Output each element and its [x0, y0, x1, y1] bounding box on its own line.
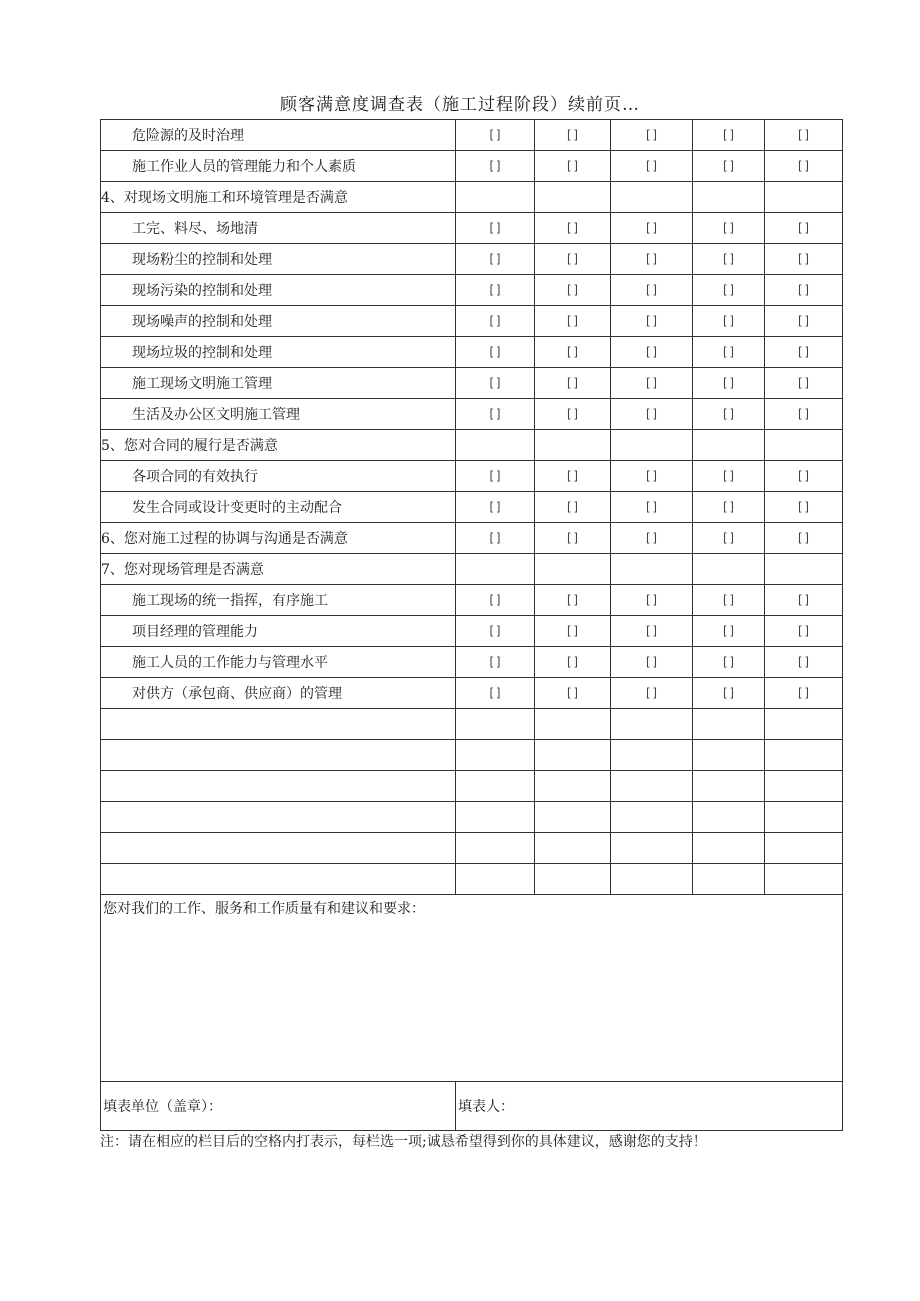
survey-row: [101, 523, 843, 554]
rating-cell: [611, 337, 693, 368]
rating-cell: [693, 585, 765, 616]
rating-checkbox[interactable]: []: [721, 252, 736, 266]
rating-cell: [693, 461, 765, 492]
rating-checkbox[interactable]: []: [487, 407, 503, 421]
empty-cell: [611, 864, 693, 895]
rating-checkbox[interactable]: []: [721, 624, 736, 638]
survey-row: [101, 430, 843, 461]
rating-cell: [765, 275, 843, 306]
rating-checkbox[interactable]: []: [644, 221, 659, 235]
rating-cell: [765, 306, 843, 337]
rating-checkbox[interactable]: []: [565, 593, 580, 607]
empty-cell: [535, 430, 611, 461]
rating-checkbox[interactable]: []: [796, 283, 811, 297]
empty-cell: [765, 864, 843, 895]
item-label: 现场噪声的控制和处理: [101, 306, 456, 337]
rating-checkbox[interactable]: []: [644, 593, 659, 607]
rating-cell: [693, 523, 765, 554]
empty-cell: [693, 709, 765, 740]
rating-cell: [693, 213, 765, 244]
item-label: 5、您对合同的履行是否满意: [101, 430, 456, 461]
rating-checkbox[interactable]: []: [644, 345, 659, 359]
rating-cell: [535, 120, 611, 151]
empty-cell: [765, 182, 843, 213]
rating-cell: [535, 306, 611, 337]
rating-cell: [765, 616, 843, 647]
footer-row: [101, 1082, 843, 1131]
item-label: 项目经理的管理能力: [101, 616, 456, 647]
survey-row: [101, 182, 843, 213]
rating-cell: [535, 647, 611, 678]
rating-checkbox[interactable]: []: [796, 624, 811, 638]
rating-checkbox[interactable]: []: [487, 686, 503, 700]
fill-unit-label: 填表单位（盖章）：: [103, 1099, 222, 1115]
item-label: [101, 864, 456, 895]
rating-checkbox[interactable]: []: [487, 221, 503, 235]
rating-checkbox[interactable]: []: [721, 128, 736, 142]
survey-row: [101, 616, 843, 647]
rating-checkbox[interactable]: []: [565, 500, 580, 514]
rating-cell: [611, 647, 693, 678]
rating-cell: [693, 306, 765, 337]
rating-checkbox[interactable]: []: [565, 469, 580, 483]
empty-cell: [693, 182, 765, 213]
rating-checkbox[interactable]: []: [644, 500, 659, 514]
rating-checkbox[interactable]: []: [565, 314, 580, 328]
rating-cell: [611, 306, 693, 337]
fill-unit-cell[interactable]: [101, 1082, 456, 1131]
rating-cell: [535, 399, 611, 430]
item-label: 工完、料尽、场地清: [101, 213, 456, 244]
survey-row: [101, 337, 843, 368]
survey-row: [101, 306, 843, 337]
empty-cell: [693, 740, 765, 771]
rating-cell: [765, 244, 843, 275]
rating-checkbox[interactable]: []: [565, 655, 580, 669]
rating-cell: [456, 337, 535, 368]
item-label: 对供方（承包商、供应商）的管理: [101, 678, 456, 709]
rating-checkbox[interactable]: []: [565, 252, 580, 266]
suggestion-cell[interactable]: [101, 895, 843, 1082]
rating-cell: [535, 616, 611, 647]
empty-cell: [456, 740, 535, 771]
empty-cell: [693, 771, 765, 802]
rating-checkbox[interactable]: []: [644, 686, 659, 700]
rating-checkbox[interactable]: []: [721, 376, 736, 390]
rating-checkbox[interactable]: []: [487, 469, 503, 483]
item-label: 施工作业人员的管理能力和个人素质: [101, 151, 456, 182]
rating-cell: [765, 151, 843, 182]
empty-cell: [611, 833, 693, 864]
empty-cell: [611, 182, 693, 213]
rating-checkbox[interactable]: []: [487, 314, 503, 328]
empty-cell: [611, 771, 693, 802]
page-title: 顾客满意度调查表（施工过程阶段）续前页…: [280, 95, 640, 115]
rating-checkbox[interactable]: []: [487, 376, 503, 390]
rating-cell: [535, 678, 611, 709]
empty-cell: [535, 740, 611, 771]
rating-checkbox[interactable]: []: [796, 252, 811, 266]
rating-cell: [765, 213, 843, 244]
rating-cell: [611, 492, 693, 523]
blank-row: [101, 864, 843, 895]
empty-cell: [765, 554, 843, 585]
rating-checkbox[interactable]: []: [565, 376, 580, 390]
rating-checkbox[interactable]: []: [796, 593, 811, 607]
rating-cell: [693, 368, 765, 399]
rating-checkbox[interactable]: []: [721, 686, 736, 700]
empty-cell: [456, 430, 535, 461]
rating-checkbox[interactable]: []: [796, 531, 811, 545]
rating-checkbox[interactable]: []: [644, 469, 659, 483]
blank-row: [101, 802, 843, 833]
item-label: [101, 802, 456, 833]
survey-row: [101, 585, 843, 616]
item-label: 施工现场文明施工管理: [101, 368, 456, 399]
survey-row: [101, 492, 843, 523]
rating-cell: [535, 275, 611, 306]
rating-cell: [535, 523, 611, 554]
rating-cell: [611, 275, 693, 306]
empty-cell: [611, 430, 693, 461]
rating-cell: [456, 678, 535, 709]
rating-cell: [765, 647, 843, 678]
blank-row: [101, 833, 843, 864]
rating-checkbox[interactable]: []: [644, 407, 659, 421]
survey-row: [101, 368, 843, 399]
rating-checkbox[interactable]: []: [565, 221, 580, 235]
rating-cell: [611, 213, 693, 244]
rating-checkbox[interactable]: []: [644, 252, 659, 266]
survey-row: [101, 678, 843, 709]
empty-cell: [456, 554, 535, 585]
rating-checkbox[interactable]: []: [644, 655, 659, 669]
footnote: 注：请在相应的栏目后的空格内打表示，每栏选一项;诚恳希望得到你的具体建议，感谢您的支持！: [100, 1134, 707, 1150]
empty-cell: [535, 182, 611, 213]
item-label: [101, 740, 456, 771]
rating-checkbox[interactable]: []: [565, 159, 580, 173]
rating-checkbox[interactable]: []: [487, 593, 503, 607]
rating-cell: [765, 368, 843, 399]
rating-cell: [611, 399, 693, 430]
rating-checkbox[interactable]: []: [487, 531, 503, 545]
rating-checkbox[interactable]: []: [721, 283, 736, 297]
rating-checkbox[interactable]: []: [565, 283, 580, 297]
rating-cell: [765, 399, 843, 430]
item-label: [101, 709, 456, 740]
empty-cell: [693, 833, 765, 864]
rating-cell: [765, 678, 843, 709]
rating-cell: [693, 244, 765, 275]
item-label: 现场污染的控制和处理: [101, 275, 456, 306]
empty-cell: [456, 182, 535, 213]
rating-checkbox[interactable]: []: [487, 252, 503, 266]
rating-cell: [456, 399, 535, 430]
rating-cell: [456, 523, 535, 554]
fill-person-cell[interactable]: [456, 1082, 843, 1131]
rating-checkbox[interactable]: []: [721, 531, 736, 545]
rating-checkbox[interactable]: []: [721, 314, 736, 328]
rating-cell: [693, 492, 765, 523]
rating-checkbox[interactable]: []: [721, 593, 736, 607]
blank-row: [101, 740, 843, 771]
rating-checkbox[interactable]: []: [565, 624, 580, 638]
rating-cell: [456, 306, 535, 337]
rating-cell: [765, 120, 843, 151]
rating-cell: [456, 151, 535, 182]
empty-cell: [456, 864, 535, 895]
rating-checkbox[interactable]: []: [644, 531, 659, 545]
empty-cell: [456, 802, 535, 833]
empty-cell: [456, 771, 535, 802]
rating-checkbox[interactable]: []: [721, 221, 736, 235]
rating-cell: [765, 585, 843, 616]
rating-checkbox[interactable]: []: [487, 500, 503, 514]
item-label: 现场粉尘的控制和处理: [101, 244, 456, 275]
empty-cell: [611, 740, 693, 771]
rating-cell: [535, 368, 611, 399]
suggestion-row: [101, 895, 843, 1082]
empty-cell: [535, 864, 611, 895]
item-label: 各项合同的有效执行: [101, 461, 456, 492]
item-label: 6、您对施工过程的协调与沟通是否满意: [101, 523, 456, 554]
rating-cell: [611, 585, 693, 616]
empty-cell: [611, 802, 693, 833]
rating-cell: [693, 616, 765, 647]
rating-cell: [693, 337, 765, 368]
blank-row: [101, 709, 843, 740]
item-label: 现场垃圾的控制和处理: [101, 337, 456, 368]
rating-cell: [535, 461, 611, 492]
survey-row: [101, 399, 843, 430]
survey-row: [101, 275, 843, 306]
rating-cell: [456, 244, 535, 275]
fill-person-label: 填表人：: [458, 1099, 514, 1115]
rating-cell: [535, 337, 611, 368]
rating-checkbox[interactable]: []: [487, 624, 503, 638]
rating-checkbox[interactable]: []: [796, 469, 811, 483]
rating-cell: [611, 151, 693, 182]
rating-cell: [693, 151, 765, 182]
rating-cell: [456, 647, 535, 678]
empty-cell: [535, 771, 611, 802]
rating-cell: [611, 523, 693, 554]
rating-checkbox[interactable]: []: [644, 159, 659, 173]
empty-cell: [535, 709, 611, 740]
rating-cell: [456, 492, 535, 523]
empty-cell: [765, 802, 843, 833]
rating-cell: [611, 368, 693, 399]
rating-checkbox[interactable]: []: [721, 159, 736, 173]
rating-checkbox[interactable]: []: [565, 686, 580, 700]
rating-checkbox[interactable]: []: [721, 469, 736, 483]
rating-cell: [611, 120, 693, 151]
item-label: [101, 771, 456, 802]
empty-cell: [765, 833, 843, 864]
rating-checkbox[interactable]: []: [796, 345, 811, 359]
survey-row: [101, 151, 843, 182]
rating-cell: [456, 368, 535, 399]
empty-cell: [765, 709, 843, 740]
item-label: 生活及办公区文明施工管理: [101, 399, 456, 430]
empty-cell: [456, 833, 535, 864]
survey-body: [101, 120, 843, 1131]
rating-checkbox[interactable]: []: [644, 624, 659, 638]
survey-table: [100, 119, 843, 1131]
survey-row: [101, 120, 843, 151]
rating-cell: [765, 492, 843, 523]
rating-checkbox[interactable]: []: [721, 655, 736, 669]
empty-cell: [765, 430, 843, 461]
item-label: 4、对现场文明施工和环境管理是否满意: [101, 182, 456, 213]
survey-row: [101, 461, 843, 492]
empty-cell: [693, 802, 765, 833]
item-label: 危险源的及时治理: [101, 120, 456, 151]
survey-row: [101, 244, 843, 275]
rating-checkbox[interactable]: []: [796, 686, 811, 700]
rating-checkbox[interactable]: []: [487, 345, 503, 359]
empty-cell: [535, 833, 611, 864]
rating-cell: [693, 120, 765, 151]
suggestion-label: 您对我们的工作、服务和工作质量有和建议和要求：: [103, 901, 425, 917]
rating-cell: [765, 461, 843, 492]
rating-checkbox[interactable]: []: [644, 314, 659, 328]
rating-checkbox[interactable]: []: [644, 376, 659, 390]
rating-cell: [535, 492, 611, 523]
rating-checkbox[interactable]: []: [487, 283, 503, 297]
survey-row: [101, 213, 843, 244]
item-label: 7、您对现场管理是否满意: [101, 554, 456, 585]
empty-cell: [693, 430, 765, 461]
rating-cell: [765, 523, 843, 554]
empty-cell: [535, 802, 611, 833]
empty-cell: [456, 709, 535, 740]
survey-row: [101, 554, 843, 585]
rating-cell: [456, 213, 535, 244]
rating-checkbox[interactable]: []: [796, 159, 811, 173]
rating-cell: [535, 213, 611, 244]
rating-checkbox[interactable]: []: [796, 128, 811, 142]
rating-checkbox[interactable]: []: [796, 314, 811, 328]
rating-checkbox[interactable]: []: [721, 345, 736, 359]
rating-cell: [611, 678, 693, 709]
rating-checkbox[interactable]: []: [565, 345, 580, 359]
rating-checkbox[interactable]: []: [796, 407, 811, 421]
rating-cell: [456, 461, 535, 492]
rating-checkbox[interactable]: []: [796, 376, 811, 390]
rating-checkbox[interactable]: []: [796, 221, 811, 235]
rating-checkbox[interactable]: []: [644, 128, 659, 142]
rating-checkbox[interactable]: []: [565, 407, 580, 421]
rating-checkbox[interactable]: []: [487, 159, 503, 173]
empty-cell: [693, 864, 765, 895]
rating-cell: [456, 585, 535, 616]
empty-cell: [611, 709, 693, 740]
empty-cell: [611, 554, 693, 585]
rating-cell: [456, 120, 535, 151]
rating-cell: [535, 151, 611, 182]
rating-cell: [611, 616, 693, 647]
rating-cell: [693, 678, 765, 709]
rating-cell: [535, 585, 611, 616]
rating-cell: [693, 399, 765, 430]
item-label: 施工人员的工作能力与管理水平: [101, 647, 456, 678]
rating-cell: [765, 337, 843, 368]
rating-checkbox[interactable]: []: [796, 655, 811, 669]
rating-cell: [693, 647, 765, 678]
empty-cell: [765, 771, 843, 802]
rating-checkbox[interactable]: []: [644, 283, 659, 297]
rating-cell: [611, 461, 693, 492]
item-label: 施工现场的统一指挥，有序施工: [101, 585, 456, 616]
rating-checkbox[interactable]: []: [565, 128, 580, 142]
rating-checkbox[interactable]: []: [565, 531, 580, 545]
empty-cell: [765, 740, 843, 771]
item-label: [101, 833, 456, 864]
rating-cell: [456, 616, 535, 647]
rating-checkbox[interactable]: []: [487, 128, 503, 142]
empty-cell: [693, 554, 765, 585]
survey-row: [101, 647, 843, 678]
rating-cell: [693, 275, 765, 306]
empty-cell: [535, 554, 611, 585]
rating-cell: [535, 244, 611, 275]
rating-checkbox[interactable]: []: [796, 500, 811, 514]
rating-cell: [456, 275, 535, 306]
rating-checkbox[interactable]: []: [721, 407, 736, 421]
item-label: 发生合同或设计变更时的主动配合: [101, 492, 456, 523]
blank-row: [101, 771, 843, 802]
rating-checkbox[interactable]: []: [487, 655, 503, 669]
rating-cell: [611, 244, 693, 275]
rating-checkbox[interactable]: []: [721, 500, 736, 514]
